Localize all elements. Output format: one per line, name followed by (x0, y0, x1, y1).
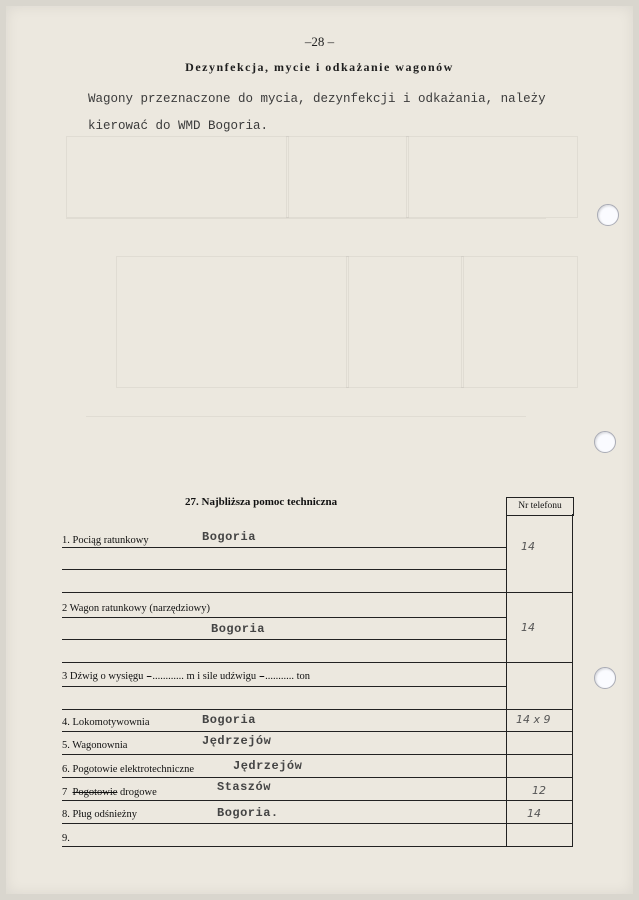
row-6-bottom (62, 777, 572, 778)
row-value-electrical-service: Jędrzejów (233, 759, 303, 773)
phone-column-header: Nr telefonu (506, 497, 574, 516)
row-value-snow-plough: Bogoria. (217, 806, 279, 820)
punch-hole-top (597, 204, 619, 226)
phone-column-left-border (506, 514, 507, 847)
row-3-bottom (62, 709, 572, 710)
document-page (6, 6, 633, 894)
row-value-rescue-train: Bogoria (202, 530, 256, 544)
row-label-wagon-depot: 5. Wagonownia (62, 740, 128, 751)
row-label-snow-plough: 8. Pług odśnieżny (62, 809, 137, 820)
row-9-bottom (62, 846, 572, 847)
row-2-line-a (62, 617, 506, 618)
row-value-rescue-wagon: Bogoria (211, 622, 265, 636)
row-7-bottom (62, 800, 572, 801)
row-label-9: 9. (62, 833, 70, 844)
row-label-road-service: 7 Pogotowie drogowe (62, 787, 157, 798)
row-label-rescue-wagon: 2 Wagon ratunkowy (narzędziowy) (62, 603, 210, 614)
row-1-bottom (62, 592, 572, 593)
row-4-bottom (62, 731, 572, 732)
row-phone-locomotive-depot: 14 x 9 (516, 713, 551, 726)
row-phone-snow-plough: 14 (527, 807, 541, 820)
crane-reach-dash: – (146, 671, 153, 683)
crane-load-dash: – (258, 671, 266, 683)
page-number: –28 – (304, 34, 335, 49)
row-phone-rescue-wagon: 14 (521, 621, 535, 634)
section-title: 27. Najbliższa pomoc techniczna (185, 496, 338, 508)
row-3-line (62, 686, 506, 687)
row-2-bottom (62, 662, 572, 663)
row-value-road-service: Staszów (217, 780, 271, 794)
intro-line-2: kierować do WMD Bogoria. (88, 119, 269, 133)
row-label-electrical-service: 6. Pogotowie elektrotechniczne (62, 764, 195, 775)
row-value-wagon-depot: Jędrzejów (202, 734, 272, 748)
row-2-line-b (62, 639, 506, 640)
page-title: Dezynfekcja, mycie i odkażanie wagonów (185, 60, 454, 74)
row-label-crane: 3 Dźwig o wysięgu –............ m i sile udźwigu –........... ton (62, 671, 310, 683)
row-value-locomotive-depot: Bogoria (202, 713, 256, 727)
punch-hole-middle (594, 431, 616, 453)
row-label-rescue-train: 1. Pociąg ratunkowy (62, 535, 149, 546)
row-1-line-b (62, 569, 506, 570)
punch-hole-bottom (594, 667, 616, 689)
row-phone-rescue-train: 14 (521, 540, 535, 553)
row-phone-road-service: 12 (532, 784, 546, 797)
phone-column-right-border (572, 514, 573, 847)
row-label-locomotive-depot: 4. Lokomotywownia (62, 717, 150, 728)
row-5-bottom (62, 754, 572, 755)
intro-line-1: Wagony przeznaczone do mycia, dezynfekcji i odkażania, należy (88, 92, 546, 106)
row-8-bottom (62, 823, 572, 824)
row-1-line-a (62, 547, 506, 548)
